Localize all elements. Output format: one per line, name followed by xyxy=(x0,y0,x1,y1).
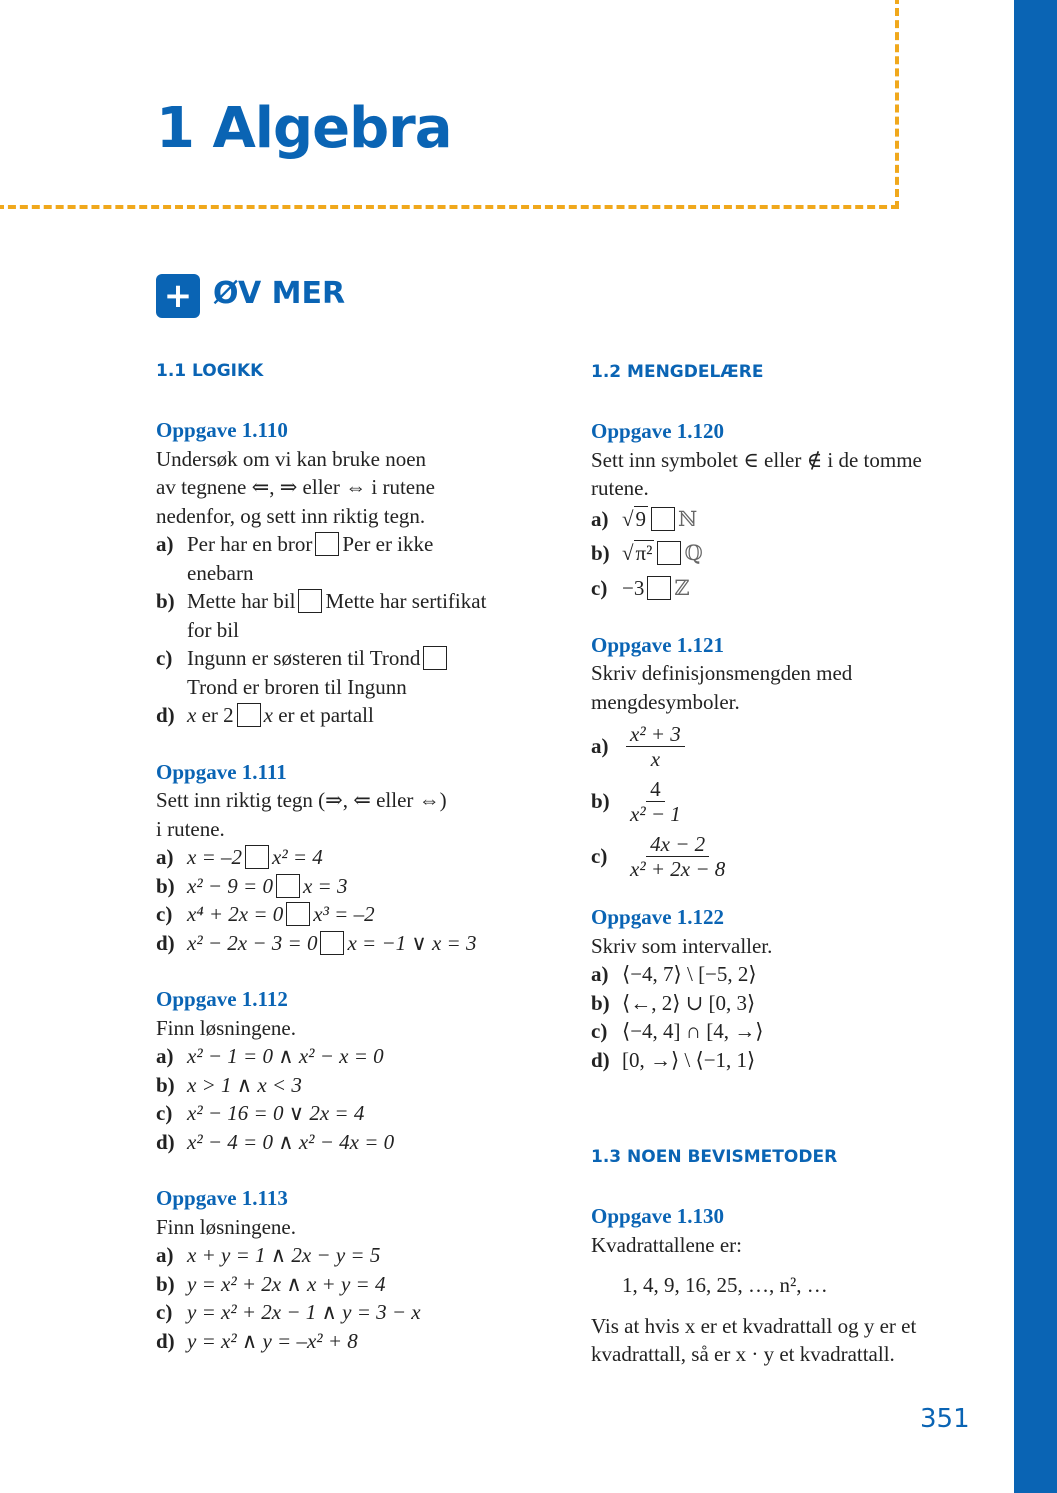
exercise-text: mengdesymboler. xyxy=(591,689,740,714)
exercise-1-121 xyxy=(591,631,971,882)
right-column xyxy=(591,361,971,1369)
exercise-1-120 xyxy=(591,417,971,605)
exercise-text: av tegnene ⇐, ⇒ eller ⇔ i rutene xyxy=(156,475,435,499)
exercise-title: Oppgave 1.120 xyxy=(591,419,725,443)
exercise-text: Vis at hvis x er et kvadrattall og y er et xyxy=(591,1313,917,1338)
exercise-text: nedenfor, og sett inn riktig tegn. xyxy=(156,503,426,528)
answer-box[interactable] xyxy=(657,541,681,565)
subtask-d: d) x² − 4 = 0 ∧ x² − 4x = 0 xyxy=(156,1129,395,1154)
subtask-a: a) √9 ℕ xyxy=(591,506,698,531)
subsection-1-1: 1.1 LOGIKK xyxy=(156,361,264,381)
subtask-d: d) x² − 2x − 3 = 0 x = −1 ∨ x = 3 xyxy=(156,930,477,955)
exercise-text: Kvadrattallene er: xyxy=(591,1232,742,1257)
answer-box[interactable] xyxy=(276,874,300,898)
page-number: 351 xyxy=(920,1404,970,1434)
exercise-text: Sett inn symbolet ∈ eller ∉ i de tomme xyxy=(591,447,922,472)
answer-box[interactable] xyxy=(647,576,671,600)
subtask-d: d) x er 2 x er et partall xyxy=(156,703,374,727)
subtask-a: a) x² − 1 = 0 ∧ x² − x = 0 xyxy=(156,1044,384,1068)
exercise-text: Skriv som intervaller. xyxy=(591,933,773,958)
subtask-c: c) $\frac{4x - 2}{\text{x² + 2x − 8}}$ xyxy=(591,832,726,881)
exercise-1-110 xyxy=(156,416,536,730)
subtask-a: a) Per har en bror Per er ikke enebarn xyxy=(156,532,434,585)
exercise-title: Oppgave 1.113 xyxy=(156,1186,288,1210)
subtask-c: c) ⟨−4, 4] ∩ [4, →⟩ xyxy=(591,1019,764,1043)
page-edge-bar xyxy=(1014,0,1057,1493)
subtask-a: a) ⟨−4, 7⟩ \ [−5, 2⟩ xyxy=(591,962,757,986)
exercise-title: Oppgave 1.111 xyxy=(156,759,287,784)
exercise-text: kvadrattall, så er x · y et kvadrattall. xyxy=(591,1342,895,1366)
exercise-text: Undersøk om vi kan bruke noen xyxy=(156,446,427,471)
exercise-1-111 xyxy=(156,758,536,958)
subsection-1-3: 1.3 NOEN BEVISMETODER xyxy=(591,1147,838,1167)
exercise-text: rutene. xyxy=(591,476,649,500)
exercise-title: Oppgave 1.130 xyxy=(591,1204,725,1228)
subtask-a: a) $\frac{\text{x² + 3}}{x}$ xyxy=(591,722,971,771)
exercise-text: i rutene. xyxy=(156,816,225,841)
chapter-title: 1 Algebra xyxy=(156,96,452,161)
subtask-b: b) √π² ℚ xyxy=(591,540,703,565)
plus-icon: + xyxy=(156,274,200,318)
exercise-1-122 xyxy=(591,903,971,1074)
answer-box[interactable] xyxy=(286,902,310,926)
exercise-title: Oppgave 1.122 xyxy=(591,905,725,929)
subtask-d: d) [0, →⟩ \ ⟨−1, 1⟩ xyxy=(591,1047,756,1072)
answer-box[interactable] xyxy=(315,532,339,556)
answer-box[interactable] xyxy=(245,845,269,869)
answer-box[interactable] xyxy=(237,703,261,727)
subsection-1-2: 1.2 MENGDELÆRE xyxy=(591,362,764,382)
exercise-text: Sett inn riktig tegn (⇒, ⇐ eller ⇔) xyxy=(156,788,447,812)
subtask-b: b) Mette har bil Mette har sertifikat for bil xyxy=(156,589,487,642)
exercise-title: Oppgave 1.110 xyxy=(156,418,288,442)
subtask-a: a) x + y = 1 ∧ 2x − y = 5 xyxy=(156,1243,381,1267)
exercise-1-130 xyxy=(591,1202,971,1369)
exercise-1-113 xyxy=(156,1184,536,1355)
sequence: 1, 4, 9, 16, 25, …, n², … xyxy=(622,1273,828,1297)
subtask-b: b) x > 1 ∧ x < 3 xyxy=(156,1072,302,1097)
subtask-c: c) x² − 16 = 0 ∨ 2x = 4 xyxy=(156,1101,365,1125)
subtask-c: c) x⁴ + 2x = 0 x³ = –2 xyxy=(156,902,375,926)
subtask-b: b) ⟨←, 2⟩ ∪ [0, 3⟩ xyxy=(591,990,756,1015)
subtask-b: b) $\frac{4}{\text{x² − 1}}$ xyxy=(591,777,681,826)
subtask-c: c) Ingunn er søsteren til Trond Trond er broren til Ingunn xyxy=(156,644,536,701)
subtask-d: d) y = x² ∧ y = –x² + 8 xyxy=(156,1328,358,1353)
subtask-a: a) x = –2 x² = 4 xyxy=(156,845,323,869)
exercise-title: Oppgave 1.112 xyxy=(156,987,288,1011)
answer-box[interactable] xyxy=(423,646,447,670)
exercise-text: Skriv definisjonsmengden med xyxy=(591,661,853,685)
exercise-text: Finn løsningene. xyxy=(156,1214,296,1239)
subtask-c: c) y = x² + 2x − 1 ∧ y = 3 − x xyxy=(156,1300,421,1324)
exercise-text: Finn løsningene. xyxy=(156,1015,296,1040)
exercise-title: Oppgave 1.121 xyxy=(591,632,725,657)
section-title: ØV MER xyxy=(213,276,346,311)
answer-box[interactable] xyxy=(320,931,344,955)
answer-box[interactable] xyxy=(298,589,322,613)
left-column xyxy=(156,360,536,1355)
exercise-1-112 xyxy=(156,985,536,1156)
subtask-b: b) x² − 9 = 0 x = 3 xyxy=(156,873,348,898)
answer-box[interactable] xyxy=(651,507,675,531)
subtask-b: b) y = x² + 2x ∧ x + y = 4 xyxy=(156,1271,386,1296)
subtask-c: c) −3 ℤ xyxy=(591,575,690,600)
